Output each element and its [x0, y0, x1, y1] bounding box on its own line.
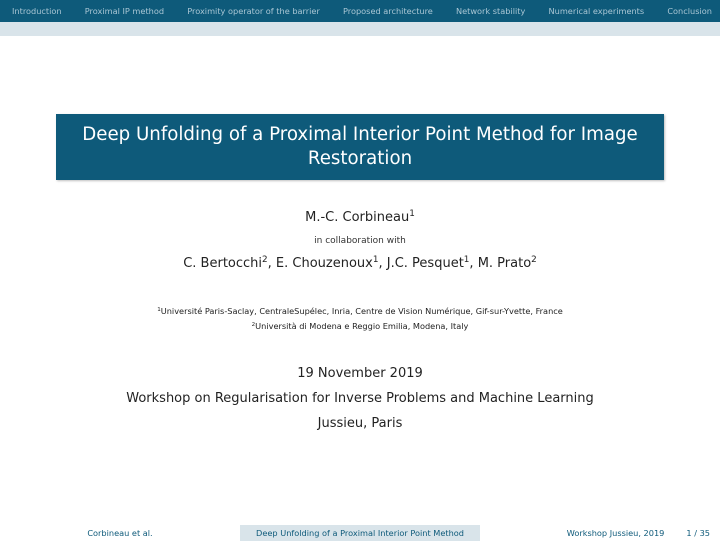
workshop-name: Workshop on Regularisation for Inverse Problems and Machine Learning	[126, 391, 594, 406]
affiliation-mark: 1	[157, 306, 161, 313]
affiliation-2	[0, 321, 720, 331]
title-box	[56, 114, 664, 180]
coauthor-affiliation-mark: 1	[372, 255, 379, 266]
coauthor-separator: ,	[378, 256, 387, 271]
author-affiliation-mark: 1	[409, 209, 415, 220]
nav-item-proximity-operator[interactable]: Proximity operator of the barrier	[187, 6, 320, 16]
coauthor-affiliation-mark: 2	[262, 255, 268, 266]
coauthors	[0, 256, 720, 271]
footer-bar	[0, 525, 720, 541]
nav-item-proximal-ip-method[interactable]: Proximal IP method	[84, 6, 165, 16]
footer-venue: Workshop Jussieu, 2019	[566, 528, 665, 538]
collaboration-note: in collaboration with	[314, 236, 406, 246]
coauthor-name: E. Chouzenoux	[275, 256, 373, 271]
venue-location: Jussieu, Paris	[317, 416, 403, 431]
nav-item-proposed-architecture[interactable]: Proposed architecture	[342, 6, 433, 16]
affiliation-1	[0, 306, 720, 316]
coauthor-separator: ,	[267, 256, 276, 271]
coauthor-name: J.C. Pesquet	[386, 256, 464, 271]
affiliation-text: Université Paris-Saclay, CentraleSupélec, Inria, Centre de Vision Numérique, Gif-sur-Yvette, France	[160, 306, 563, 316]
nav-item-conclusion[interactable]: Conclusion	[667, 6, 712, 16]
affiliation-text: Università di Modena e Reggio Emilia, Modena, Italy	[255, 321, 469, 331]
author-name: M.-C. Corbineau	[305, 210, 410, 225]
footer-author: Corbineau et al.	[0, 525, 240, 541]
section-navigation	[0, 0, 720, 22]
footer-right	[480, 525, 720, 541]
presentation-date: 19 November 2019	[297, 366, 423, 381]
main-author	[0, 210, 720, 225]
nav-item-numerical-experiments[interactable]: Numerical experiments	[548, 6, 645, 16]
coauthor-name: C. Bertocchi	[183, 256, 263, 271]
subsection-bar	[0, 22, 720, 36]
footer-short-title: Deep Unfolding of a Proximal Interior Point Method	[240, 525, 480, 541]
page-number: 1 / 35	[686, 528, 710, 538]
slide-title: Deep Unfolding of a Proximal Interior Point Method for Image Restoration	[82, 124, 638, 169]
nav-item-introduction[interactable]: Introduction	[12, 6, 62, 16]
nav-item-network-stability[interactable]: Network stability	[455, 6, 526, 16]
coauthor-name: M. Prato	[477, 256, 532, 271]
coauthor-affiliation-mark: 2	[531, 255, 537, 266]
coauthor-separator: ,	[469, 256, 478, 271]
affiliation-mark: 2	[251, 321, 256, 328]
coauthor-affiliation-mark: 1	[463, 255, 470, 266]
